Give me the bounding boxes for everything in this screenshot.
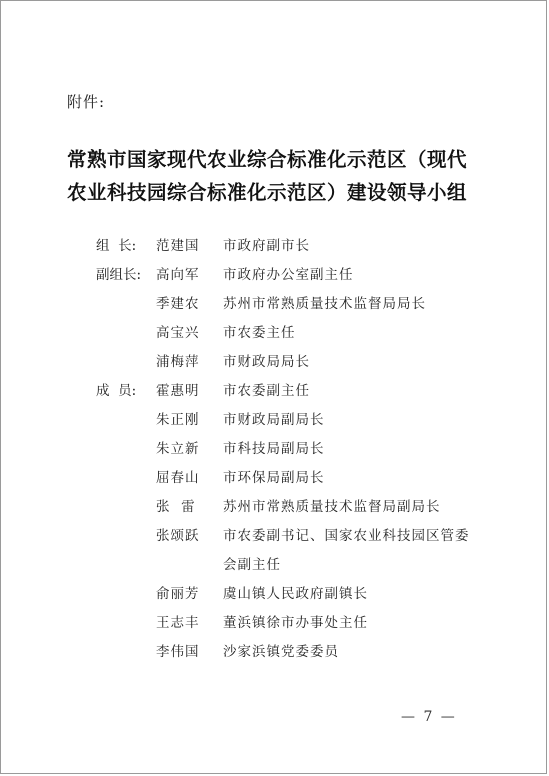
member-position: 市政府副市长: [223, 238, 310, 254]
member-name: 季建农: [156, 296, 200, 312]
member-name: 范建国: [156, 238, 200, 254]
member-row: [1, 464, 549, 493]
member-row: [1, 435, 549, 464]
member-row: [1, 290, 549, 319]
member-position: 市农委副主任: [223, 383, 310, 399]
member-position: 沙家浜镇党委委员: [223, 644, 339, 660]
member-name: 李伟国: [156, 644, 200, 660]
member-role: 成 员:: [96, 383, 137, 399]
member-row: [1, 638, 549, 667]
member-position: 市财政局局长: [223, 354, 310, 370]
member-name: 浦梅萍: [156, 354, 200, 370]
member-name: 朱立新: [156, 441, 200, 457]
member-row: [1, 377, 549, 406]
member-position: 市农委副书记、国家农业科技园区管委会副主任: [223, 528, 470, 573]
member-position: 董浜镇徐市办事处主任: [223, 615, 368, 631]
member-name: 朱正刚: [156, 412, 200, 428]
member-name: 张颂跃: [156, 528, 200, 544]
member-name: 高向军: [156, 267, 200, 283]
member-name: 王志丰: [156, 615, 200, 631]
member-position: 市科技局副局长: [223, 441, 325, 457]
member-row: [1, 319, 549, 348]
member-row: [1, 232, 549, 261]
member-role: 组 长:: [96, 238, 137, 254]
member-position: 苏州市常熟质量技术监督局副局长: [223, 499, 441, 515]
member-name: 张 雷: [156, 499, 196, 515]
document-title: [67, 143, 487, 209]
member-position: 市政府办公室副主任: [223, 267, 354, 283]
member-row: [1, 493, 549, 522]
attachment-label: 附件:: [67, 93, 106, 111]
member-role: 副组长:: [96, 267, 142, 283]
member-position: 市财政局副局长: [223, 412, 325, 428]
member-row: [1, 522, 549, 580]
member-name: 俞丽芳: [156, 586, 200, 602]
title-line-1: 常熟市国家现代农业综合标准化示范区（现代: [67, 148, 468, 171]
member-name: 霍惠明: [156, 383, 200, 399]
title-line-2: 农业科技园综合标准化示范区）建设领导小组: [67, 181, 468, 204]
member-row: [1, 261, 549, 290]
member-position: 市农委主任: [223, 325, 296, 341]
page-number: — 7 —: [401, 709, 457, 725]
member-list: [1, 232, 549, 667]
member-position: 市环保局副局长: [223, 470, 325, 486]
member-name: 屈春山: [156, 470, 200, 486]
member-row: [1, 348, 549, 377]
member-name: 高宝兴: [156, 325, 200, 341]
member-position: 虞山镇人民政府副镇长: [223, 586, 368, 602]
member-row: [1, 609, 549, 638]
member-row: [1, 580, 549, 609]
member-row: [1, 406, 549, 435]
member-position: 苏州市常熟质量技术监督局局长: [223, 296, 426, 312]
